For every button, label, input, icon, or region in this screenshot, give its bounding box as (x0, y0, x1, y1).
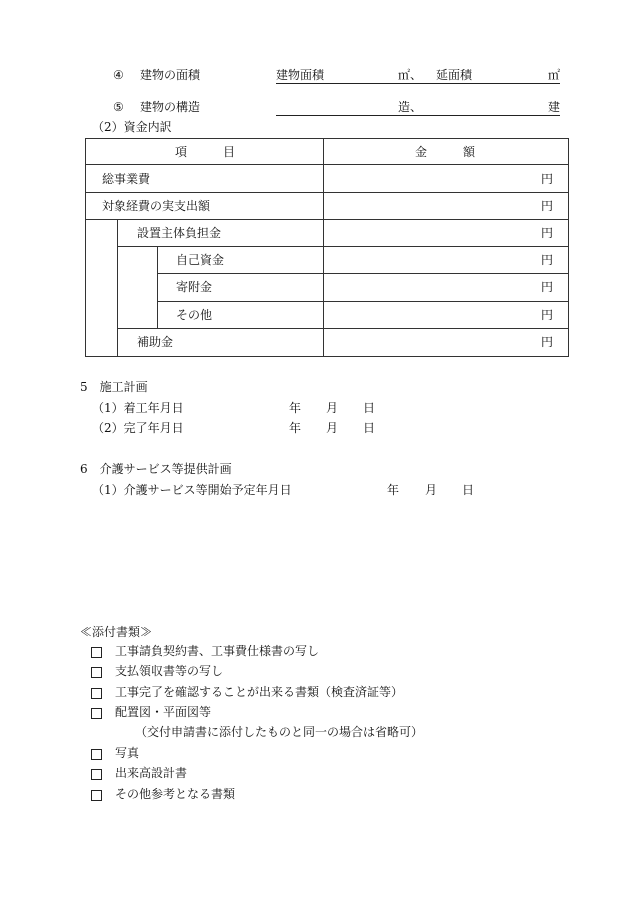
table-header-amount: 金 額 (415, 145, 476, 159)
checkbox[interactable] (91, 688, 102, 699)
total-floor-area-label: 延面積 (436, 68, 473, 82)
table-row-line (85, 219, 569, 220)
row-actual-expenditure: 対象経費の実支出額 (102, 199, 211, 213)
completion-date-label: （2）完了年月日 (92, 421, 184, 435)
attachments-heading: ≪添付書類≫ (80, 625, 153, 639)
table-indent-line-2 (157, 246, 158, 328)
start-month-unit: 月 (326, 401, 339, 415)
row-owner-contribution: 設置主体負担金 (137, 226, 222, 240)
table-header-item: 項 目 (175, 145, 236, 159)
funds-heading: （2）資金内訳 (92, 120, 172, 134)
start-day-unit: 日 (363, 401, 376, 415)
service-start-month-unit: 月 (425, 483, 438, 497)
care-service-plan-heading: 6 介護サービス等提供計画 (80, 462, 232, 476)
building-area-label: 建物の面積 (140, 68, 201, 82)
structure-suffix: 造、 (398, 100, 423, 114)
building-area-underline (276, 83, 560, 84)
attachment-receipt-copy: 支払領収書等の写し (115, 664, 224, 678)
completion-day-unit: 日 (363, 421, 376, 435)
checkbox[interactable] (91, 790, 102, 801)
checkbox[interactable] (91, 647, 102, 658)
floor-area-label: 建物面積 (276, 68, 325, 82)
start-date-label: （1）着工年月日 (92, 401, 184, 415)
table-row-line (85, 192, 569, 193)
attachment-floor-plan: 配置図・平面図等 (115, 705, 212, 719)
yen-unit: 円 (541, 172, 554, 186)
row-donations: 寄附金 (176, 280, 213, 294)
building-structure-underline (276, 115, 560, 116)
attachment-note: （交付申請書に添付したものと同一の場合は省略可） (135, 725, 424, 739)
item-number-5: ⑤ (113, 100, 124, 114)
floor-area-unit: ㎡、 (398, 68, 423, 82)
row-own-funds: 自己資金 (176, 253, 225, 267)
row-other: その他 (176, 308, 213, 322)
checkbox[interactable] (91, 708, 102, 719)
yen-unit: 円 (541, 253, 554, 267)
attachment-contract-copy: 工事請負契約書、工事費仕様書の写し (115, 644, 320, 658)
attachment-photos: 写真 (115, 746, 140, 760)
attachment-progress-design: 出来高設計書 (115, 766, 188, 780)
floors-suffix: 建 (548, 100, 561, 114)
total-floor-area-unit: ㎡ (548, 68, 561, 82)
yen-unit: 円 (541, 280, 554, 294)
completion-month-unit: 月 (326, 421, 339, 435)
table-column-divider (323, 138, 324, 356)
table-row-line (117, 246, 569, 247)
yen-unit: 円 (541, 199, 554, 213)
completion-year-unit: 年 (289, 421, 302, 435)
item-number-4: ④ (113, 68, 124, 82)
checkbox[interactable] (91, 749, 102, 760)
row-subsidy: 補助金 (137, 335, 174, 349)
start-year-unit: 年 (289, 401, 302, 415)
table-indent-line-1 (117, 219, 118, 356)
table-row-line (157, 273, 569, 274)
attachment-completion-proof: 工事完了を確認することが出来る書類（検査済証等） (115, 685, 404, 699)
service-start-year-unit: 年 (387, 483, 400, 497)
checkbox[interactable] (91, 769, 102, 780)
table-header-divider (85, 164, 569, 165)
yen-unit: 円 (541, 335, 554, 349)
building-structure-label: 建物の構造 (140, 100, 201, 114)
yen-unit: 円 (541, 308, 554, 322)
construction-plan-heading: 5 施工計画 (80, 380, 148, 394)
table-row-line (157, 301, 569, 302)
attachment-other-references: その他参考となる書類 (115, 787, 236, 801)
row-total-project-cost: 総事業費 (102, 172, 151, 186)
checkbox[interactable] (91, 667, 102, 678)
table-row-line (117, 328, 569, 329)
service-start-date-label: （1）介護サービス等開始予定年月日 (92, 483, 292, 497)
service-start-day-unit: 日 (462, 483, 475, 497)
yen-unit: 円 (541, 226, 554, 240)
